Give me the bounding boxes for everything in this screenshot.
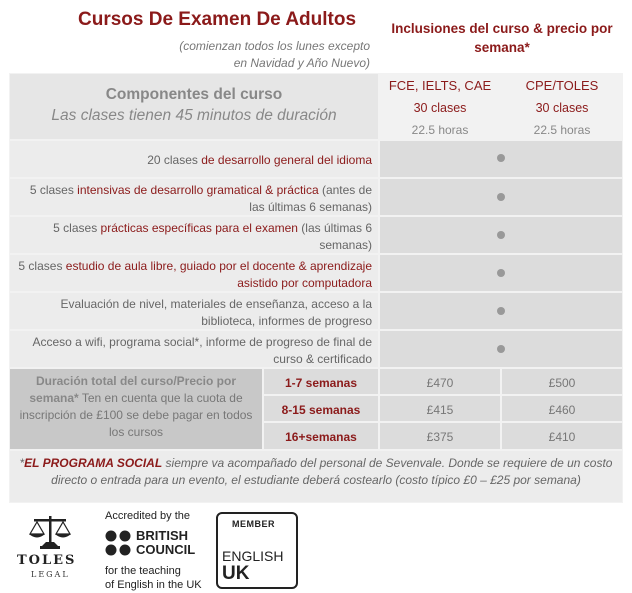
- course-name: CPE/TOLES: [525, 78, 599, 93]
- included-dot-icon: [497, 269, 505, 277]
- included-dot-icon: [497, 154, 505, 162]
- price-fce-2: £415: [380, 396, 500, 421]
- british-council-dots-icon: [105, 530, 133, 558]
- components-subtitle: Las clases tienen 45 minutos de duración: [51, 107, 337, 124]
- component-text: 5 clases estudio de aula libre, guiado por el docente & aprendizaje asistido por computadora: [18, 258, 372, 290]
- note-prefix: *: [19, 456, 25, 470]
- inclusions-heading: [384, 19, 620, 57]
- included-dot-icon: [497, 231, 505, 239]
- bc-for-line-1: for the teaching: [105, 565, 181, 577]
- duration-2: 8-15 semanas: [264, 396, 378, 421]
- bc-for-text: [105, 564, 202, 592]
- social-program-note: [10, 451, 622, 502]
- inclusions-line-2: semana*: [474, 40, 530, 55]
- course-header-fce: [380, 74, 500, 139]
- scales-of-justice-icon: [28, 512, 72, 552]
- inclusion-cell-5: [380, 293, 622, 329]
- course-table: [9, 73, 623, 503]
- included-dot-icon: [497, 345, 505, 353]
- bc-name: [136, 529, 195, 557]
- component-text: 5 clases prácticas específicas para el examen (las últimas 6 semanas): [53, 220, 372, 252]
- inclusion-cell-3: [380, 217, 622, 253]
- bc-accredited-text: Accredited by the: [105, 510, 190, 522]
- inclusions-line-1: Inclusiones del curso & precio por: [391, 21, 613, 36]
- included-dot-icon: [497, 307, 505, 315]
- component-text: 5 clases intensivas de desarrollo gramatical & práctica (antes de las últimas 6 semanas): [29, 182, 372, 214]
- eu-english-label: ENGLISH: [222, 548, 284, 564]
- duration-1: 1-7 semanas: [264, 369, 378, 394]
- component-row-4: [10, 255, 378, 291]
- component-text: 20 clases de desarrollo general del idioma: [147, 153, 372, 167]
- component-text: Acceso a wifi, programa social*, informe de progreso de final de curso & certificado: [32, 334, 372, 366]
- subtitle-line-2: en Navidad y Año Nuevo): [233, 56, 370, 70]
- eu-member-label: MEMBER: [232, 519, 275, 529]
- course-classes: 30 clases: [413, 101, 467, 115]
- component-row-2: [10, 179, 378, 215]
- component-text: Evaluación de nivel, materiales de enseñanza, acceso a la biblioteca, informes de progreso: [60, 296, 372, 328]
- inclusion-cell-4: [380, 255, 622, 291]
- price-fce-1: £470: [380, 369, 500, 394]
- component-row-1: [10, 141, 378, 177]
- component-row-3: [10, 217, 378, 253]
- course-header-cpe: [502, 74, 622, 139]
- inclusion-cell-1: [380, 141, 622, 177]
- toles-logo-name: TOLES: [17, 553, 77, 568]
- course-hours: 22.5 horas: [411, 123, 469, 137]
- eu-uk-label: UK: [222, 563, 250, 584]
- component-row-5: [10, 293, 378, 329]
- inclusion-cell-6: [380, 331, 622, 367]
- component-row-6: [10, 331, 378, 367]
- inclusion-cell-2: [380, 179, 622, 215]
- bc-name-line-2: COUNCIL: [136, 542, 196, 557]
- price-cpe-1: £500: [502, 369, 622, 394]
- price-cpe-2: £460: [502, 396, 622, 421]
- course-classes: 30 clases: [535, 101, 589, 115]
- pricing-label-note: Ten en cuenta que la cuota de inscripción de £100 se debe pagar en todos los cursos: [19, 391, 253, 439]
- bc-name-line-1: BRITISH: [136, 528, 188, 543]
- included-dot-icon: [497, 193, 505, 201]
- price-fce-3: £375: [380, 423, 500, 449]
- pricing-label-bold: Duración total del curso/Precio por semana*: [29, 374, 237, 405]
- pricing-label: [10, 369, 262, 449]
- page-title: Cursos De Examen De Adultos: [78, 9, 357, 30]
- note-text: siempre va acompañado del personal de Sevenvale. Donde se requiere de un costo directo o entrada para un evento, el estudiante deberá costearlo (costo típico £0 – £25 por semana): [51, 456, 613, 487]
- course-hours: 22.5 horas: [533, 123, 591, 137]
- components-title: Componentes del curso: [105, 86, 283, 103]
- course-name: FCE, IELTS, CAE: [388, 78, 492, 93]
- subtitle-line-1: (comienzan todos los lunes excepto: [179, 39, 370, 53]
- duration-3: 16+semanas: [264, 423, 378, 449]
- toles-logo-sub: LEGAL: [31, 570, 70, 579]
- note-bold: EL PROGRAMA SOCIAL: [24, 456, 163, 470]
- components-header: [10, 74, 378, 139]
- bc-for-line-2: of English in the UK: [105, 579, 202, 591]
- price-cpe-3: £410: [502, 423, 622, 449]
- page-subtitle: [120, 38, 370, 72]
